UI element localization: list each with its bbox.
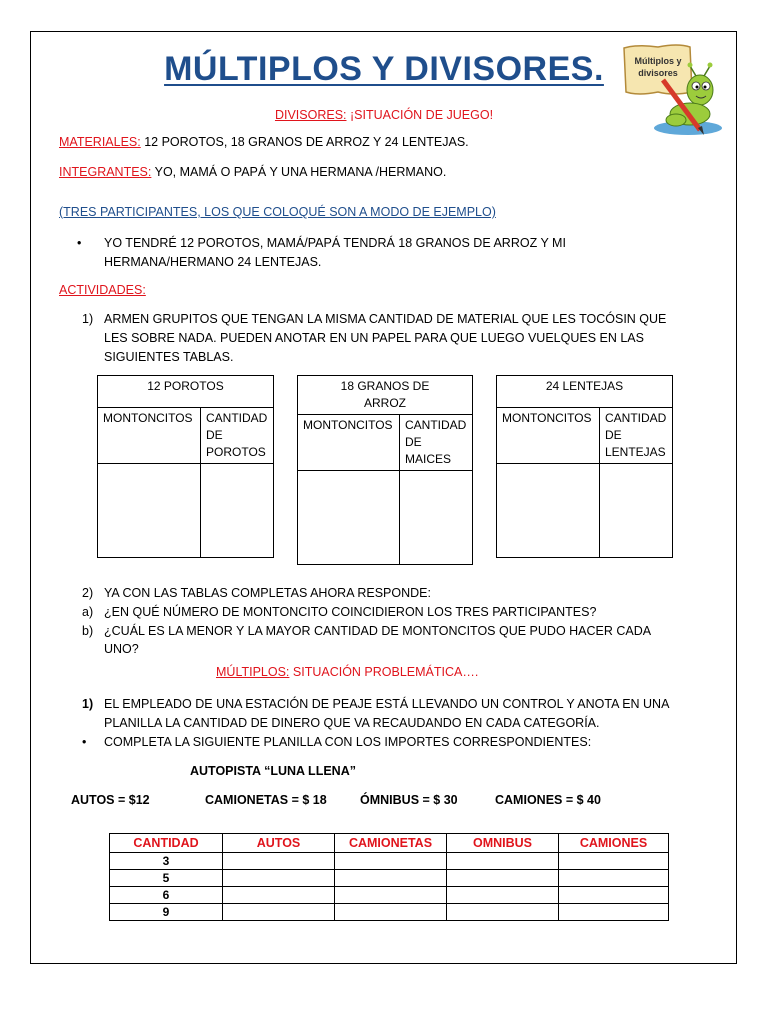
svg-text:Múltiplos y: Múltiplos y — [634, 56, 682, 66]
table-cell[interactable] — [223, 853, 335, 870]
table-header: 24 LENTEJAS — [497, 376, 673, 408]
problem-1-bullet: COMPLETA LA SIGUIENTE PLANILLA CON LOS IMPORTES CORRESPONDIENTES: — [104, 735, 592, 749]
price-omnibus: ÓMNIBUS = $ 30 — [360, 793, 458, 807]
activity-2-text: YA CON LAS TABLAS COMPLETAS AHORA RESPONDE: — [104, 586, 431, 600]
lentejas-table — [496, 375, 673, 558]
table-cell[interactable] — [497, 464, 600, 558]
problem-1-number: 1) — [82, 697, 94, 711]
column-header: MONTONCITOS — [98, 408, 201, 464]
planilla-header-row — [110, 834, 669, 853]
table-row — [110, 853, 669, 870]
table-header: 18 GRANOS DE ARROZ — [298, 376, 473, 415]
table-cell[interactable] — [201, 464, 274, 558]
table-cell[interactable] — [559, 853, 669, 870]
table-row — [110, 904, 669, 921]
activity-1-line-2: LES SOBRE NADA. PUEDEN ANOTAR EN UN PAPEL PARA QUE LUEGO VUELQUES EN LAS — [104, 331, 644, 345]
price-camionetas: CAMIONETAS = $ 18 — [205, 793, 327, 807]
activity-1-number: 1) — [82, 312, 94, 326]
problem-1-line-1: EL EMPLEADO DE UNA ESTACIÓN DE PEAJE ESTÁ LLEVANDO UN CONTROL Y ANOTA EN UNA — [104, 697, 670, 711]
cantidad-cell: 9 — [110, 904, 223, 921]
cantidad-cell: 3 — [110, 853, 223, 870]
problem-1-line-2: PLANILLA LA CANTIDAD DE DINERO QUE VA RECAUDANDO EN CADA CATEGORÍA. — [104, 716, 600, 730]
table-row — [110, 870, 669, 887]
activity-1-line-1: ARMEN GRUPITOS QUE TENGAN LA MISMA CANTIDAD DE MATERIAL QUE LES TOCÓSIN QUE — [104, 312, 667, 326]
column-header: MONTONCITOS — [298, 415, 400, 471]
activity-1-line-3: SIGUIENTES TABLAS. — [104, 350, 234, 364]
table-row — [110, 887, 669, 904]
bullet-line-1: YO TENDRÉ 12 POROTOS, MAMÁ/PAPÁ TENDRÁ 18 GRANOS DE ARROZ Y MI — [104, 236, 566, 250]
planilla-table — [109, 833, 669, 921]
header-camionetas: CAMIONETAS — [335, 834, 447, 853]
price-autos: AUTOS = $12 — [71, 793, 150, 807]
header-omnibus: OMNIBUS — [447, 834, 559, 853]
table-cell[interactable] — [400, 471, 473, 565]
multiplos-heading: MÚLTIPLOS: SITUACIÓN PROBLEMÁTICA…. — [216, 665, 479, 679]
cantidad-cell: 5 — [110, 870, 223, 887]
question-b-label: b) — [82, 624, 94, 638]
svg-text:divisores: divisores — [638, 68, 678, 78]
price-camiones: CAMIONES = $ 40 — [495, 793, 601, 807]
table-cell[interactable] — [335, 853, 447, 870]
question-a-text: ¿EN QUÉ NÚMERO DE MONTONCITO COINCIDIERON LOS TRES PARTICIPANTES? — [104, 605, 597, 619]
header-autos: AUTOS — [223, 834, 335, 853]
table-cell[interactable] — [223, 904, 335, 921]
table-cell[interactable] — [335, 887, 447, 904]
column-header: CANTIDAD DE MAICES — [400, 415, 473, 471]
header-camiones: CAMIONES — [559, 834, 669, 853]
arroz-table — [297, 375, 473, 565]
activity-2-number: 2) — [82, 586, 94, 600]
table-cell[interactable] — [559, 870, 669, 887]
table-cell[interactable] — [559, 904, 669, 921]
question-b-line-2: UNO? — [104, 642, 139, 656]
porotos-table — [97, 375, 274, 558]
integrantes-line: INTEGRANTES: YO, MAMÁ O PAPÁ Y UNA HERMANA /HERMANO. — [59, 165, 447, 179]
table-cell[interactable] — [447, 853, 559, 870]
table-cell[interactable] — [447, 870, 559, 887]
actividades-label: ACTIVIDADES: — [59, 283, 146, 297]
cantidad-cell: 6 — [110, 887, 223, 904]
table-cell[interactable] — [447, 904, 559, 921]
column-header: MONTONCITOS — [497, 408, 600, 464]
table-header: 12 POROTOS — [98, 376, 274, 408]
divisores-heading: DIVISORES: ¡SITUACIÓN DE JUEGO! — [274, 108, 494, 122]
table-cell[interactable] — [600, 464, 673, 558]
table-cell[interactable] — [447, 887, 559, 904]
page-title: MÚLTIPLOS Y DIVISORES. — [164, 50, 604, 88]
question-b-line-1: ¿CUÁL ES LA MENOR Y LA MAYOR CANTIDAD DE MONTONCITOS QUE PUDO HACER CADA — [104, 624, 652, 638]
bullet-dot: • — [77, 236, 82, 250]
header-cantidad: CANTIDAD — [110, 834, 223, 853]
table-cell[interactable] — [335, 870, 447, 887]
column-header: CANTIDAD DE POROTOS — [201, 408, 274, 464]
bullet-dot: • — [82, 735, 87, 749]
table-cell[interactable] — [559, 887, 669, 904]
table-cell[interactable] — [223, 870, 335, 887]
participants-note: (TRES PARTICIPANTES, LOS QUE COLOQUÉ SON A MODO DE EJEMPLO) — [59, 205, 496, 219]
table-cell[interactable] — [335, 904, 447, 921]
bullet-line-2: HERMANA/HERMANO 24 LENTEJAS. — [104, 255, 322, 269]
table-cell[interactable] — [223, 887, 335, 904]
question-a-label: a) — [82, 605, 94, 619]
materiales-line: MATERIALES: 12 POROTOS, 18 GRANOS DE ARROZ Y 24 LENTEJAS. — [59, 135, 469, 149]
table-cell[interactable] — [98, 464, 201, 558]
table-cell[interactable] — [298, 471, 400, 565]
column-header: CANTIDAD DE LENTEJAS — [600, 408, 673, 464]
autopista-title: AUTOPISTA “LUNA LLENA” — [190, 764, 356, 778]
